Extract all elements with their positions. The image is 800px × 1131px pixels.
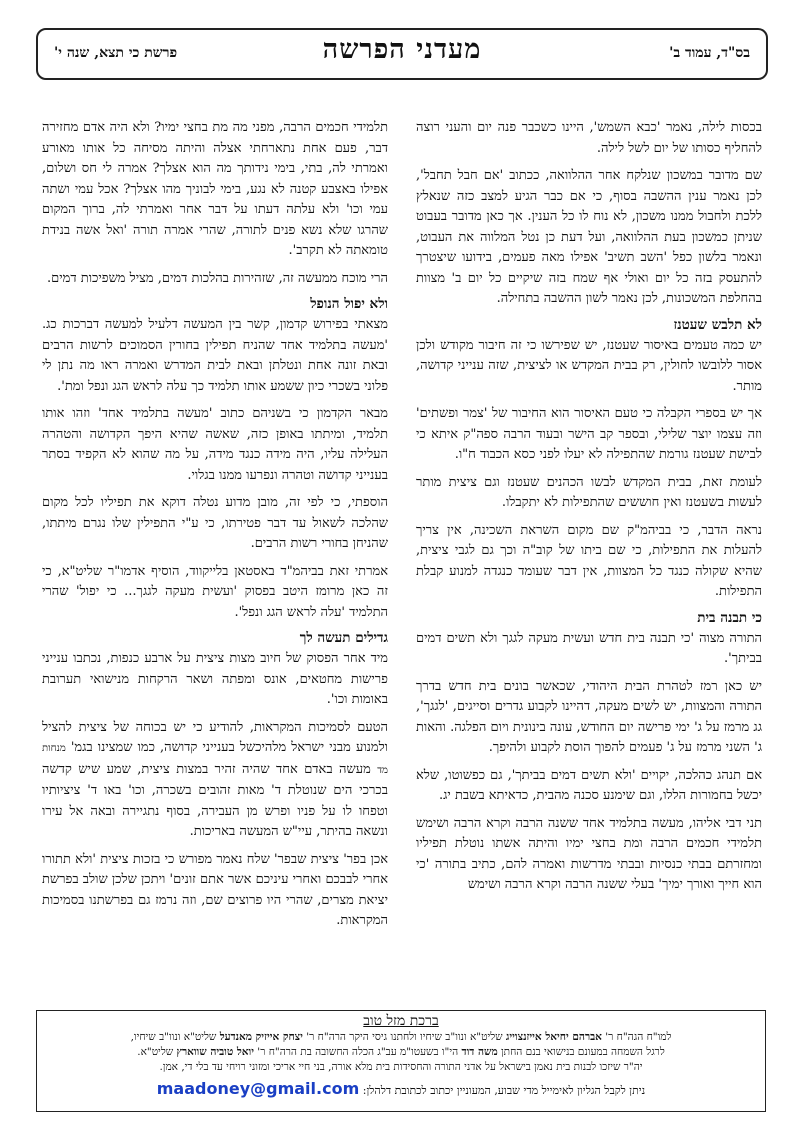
right-column [416,118,762,996]
paragraph: אכן בפר' ציצית שבפר' שלח נאמר מפורש כי בזכות ציצית 'ולא תתורו אחרי לבבכם ואחרי עיניכם אשר אתם זונים' ויתכן שלכן שולב בפרשת יציאת מצרים, שהרי היו פרוצים שם, וזה נרמז גם בפרשתנו בסמיכות המקראות. [42,851,388,928]
paragraph: יש כאן רמז לטהרת הבית היהודי, שכאשר בונים בית חדש בדרך התורה והמצוות, יש לשים מעקה, דהיינו לקבוע גדרים וסייגים, 'לגגך', גג מרמז על ג' ימי פרישה יום החודש, עונה בינונית ויום הפלגה. והאות ג' השני מרמז על ג' פעמים להפוך הוסת לקבוע ולהיפך. [416,678,762,755]
paragraph: לעומת זאת, בבית המקדש לבשו הכהנים שעטנז וגם ציצית מותר לעשות בשעטנז ואין חוששים שהתפילות לא יתקבלו. [416,474,762,510]
paragraph: נראה הדבר, כי בביהמ"ק שם מקום השראת השכינה, אין צריך להעלות את התפילות, כי שם ביתו של קוב"ה וכך גם לגבי ציצית, שהיא שקולה כנגד כל המצוות, אין דבר שעומד כנגדה למנוע קבלת התפילות. [416,522,762,599]
congratulations-line: למו"ח הגה"ח ר' אברהם יחיאל אייזנצוייג שליט"א ונוו"ב שיחיו ולחתנו גיסי היקר הרה"ח ר' יצחק אייזיק מאנדעל שליט"א ונוו"ב שיחיו, [130,1031,672,1043]
paragraph: בכסות לילה, נאמר 'כבא השמש', היינו כשכבר פנה יום והעני רוצה להחליף כסותו של יום לשל לילה. [416,120,762,156]
honoree-name: אברהם יחיאל אייזנצוייג [505,1031,602,1043]
left-column [42,118,388,996]
paragraph-text: מעשה באדם אחד שהיה זהיר במצות ציצית, שמע שיש קדשה בכרכי הים שנוטלת ד' מאות זהובים בשכרה, וכו' באו ד' ציציותיו וטפחו לו על פניו ופרש מן העבירה, בסוף נתגיירה ובאה אל עירו ונשאה בהיתר, עיי"ש המעשה באריכות. [42,761,388,839]
congratulations-box [36,1010,766,1112]
congratulations-title: ברכת מזל טוב [363,1013,439,1029]
subscribe-text: ניתן לקבל הגליון לאימייל מדי שבוע, המעוניין יכתוב לכתובת דלהלן: [362,1084,646,1097]
paragraph: יש כמה טעמים באיסור שעטנז, יש שפירשו כי זה חיבור מקודש ולכן אסור ללובשו לחולין, רק בבית המקדש או לציצית, שזה ענייני קדושה, מותר. [416,337,762,394]
paragraph: אם תנהג כהלכה, יקויים 'ולא תשים דמים בביתך', גם כפשוטו, שלא יכשל בחמורות הללו, וגם שימנע סכנה מהבית, כדאיתא בשבת יג. [416,767,762,803]
section-heading: גדילים תעשה לך [299,630,388,646]
paragraph: תלמידי חכמים הרבה, מפני מה מת בחצי ימיו? ולא היה אדם מחזירה דבר, פעם אחת נתארחתי אצלה והיתה מסיחה כל אותו מאורע ואמרתי לה, בתי, בימי נידותך מה הוא אצלך? אמרה לי חס ושלום, אפילו באצבע קטנה לא נגע, בימי לבוניך מהו אצלך? אכל עמי ושתה עמי וכו' ולא עלתה דעתו על דבר אחר ואמרתי לה, ברוך המקום שהרגו שלא נשא פנים לתורה, שהרי אמרה תורה 'ואל אשה בנידת טומאתה לא תקרב'. [42,120,388,258]
honoree-name: יואל טוביה שווארץ [176,1046,254,1058]
article-columns [42,118,762,996]
section-heading: ולא יפול הנופל [310,296,388,312]
paragraph: אמרתי זאת בביהמ"ד באסטאן בלייקווד, הוסיף אדמו"ר שליט"א, כי זה כאן מרומז היטב בפסוק 'ועשית מעקה לגגך... כי יפול' שהרי התלמיד 'עלה לראש הגג ונפל'. [42,563,388,620]
source-citation: מנחות מד [42,743,388,776]
blessing-line: יה"ר שיזכו לבנות בית נאמן בישראל על אדני התורה והחסידות בית מלא אורה, בני חיי אריכי ומזוני רויחי עד בלי די, אמן. [159,1061,643,1073]
paragraph [42,718,388,843]
section-heading: כי תבנה בית [697,609,762,626]
page-number: בס"ד, עמוד ב' [669,45,750,61]
paragraph: מיד אחר הפסוק של חיוב מצות ציצית על ארבע כנפות, נכתבו ענייני פרישות מחטאים, אונס ומפתה ושאר הרקחות מנישואי תערובת באומות וכו'. [42,651,388,707]
paragraph: הוספתי, כי לפי זה, מובן מדוע נטלה דוקא את תפיליו לכל מקום שהלכה לשאול עד דבר פטירתו, כי ע"י התפילין שלו נגרם מיתתו, שהניחן בחורי רשות הרבים. [42,495,388,551]
groom-name: משה דוד [461,1046,498,1058]
congratulations-line: לרגל השמחה במעונם בנישואי בנם החתן משה דוד הי"ו בשעטו"מ עב"ג הכלה החשובה בת הרה"ח ר' יואל טוביה שווארץ שליט"א. [137,1046,665,1058]
subscribe-line [37,1079,765,1098]
parsha-label: פרשת כי תצא, שנה י' [54,45,178,61]
paragraph: שם מדובר במשכון שנלקח אחר ההלוואה, ככתוב 'אם חבל תחבל', לכן נאמר ענין ההשבה בסוף, כי אם כבר הגיע למצב כזה שנאלץ ללכת ולחבול ממנו משכון, לא נוח לו כל הענין. אך כאן מדובר בעבוט שניתן כמשכון בעת ההלוואה, ועל דעת כן נטל המלווה את העבוט, ונאמר בלשון כפל 'השב תשיב' אפילו מאה פעמים, בידועו שיצטרך להתעסק בזה כל יום ואולי אף שמח בזה שיקיים כל יום ב' מצוות בהחלפת המשכונות, לכן נאמר לשון ההשבה בתחילה. [416,168,762,306]
paragraph: אך יש בספרי הקבלה כי טעם האיסור הוא החיבור של 'צמר ופשתים' וזה עצמו יוצר שלילי, ובספר קב הישר ובעוד הרבה ספה"ק איתא כי לבישת שעטנז גורמת שהתפילה לא יעלו לפני כסא הכבוד ח"ו. [416,406,762,462]
honoree-name: יצחק אייזיק מאנדעל [219,1031,303,1043]
paragraph: מצאתי בפירוש קדמון, קשר בין המעשה דלעיל למעשה דברכות כג. 'מעשה בתלמיד אחד שהניח תפילין בחורין הסמוכים לרשות הרבים ובאת זונה אחת ונטלתן ובאת לבית המדרש ואמרה ראו מה נתן לי פלוני בשכרי כיון ששמע אותו תלמיד כך עלה לראש הגג ונפל ומת'. [42,317,388,394]
paragraph: הרי מוכח ממעשה זה, שזהירות בהלכות דמים, מציל משפיכות דמים. [47,270,388,286]
paragraph-text: הטעם לסמיכות המקראות, להודיע כי יש בכוחה של ציצית להציל ולמנוע מבני ישראל מלהיכשל בענייני קדושה, כמו שמצינו בגמ' [42,719,388,755]
email-link[interactable]: maadoney@gmail.com [156,1079,360,1098]
paragraph: תני דבי אליהו, מעשה בתלמיד אחד ששנה הרבה וקרא הרבה ושימש תלמידי חכמים הרבה ומת בחצי ימיו והיתה אשתו נוטלת תפיליו ומחזרתם בבתי כנסיות ובבתי מדרשות ואמרה להם, כתיב בתורה 'כי הוא חייך ואורך ימיך' בעלי ששנה הרבה וקרא הרבה ושימש [416,815,762,892]
paragraph: התורה מצוה 'כי תבנה בית חדש ועשית מעקה לגגך ולא תשים דמים בביתך'. [416,630,762,666]
paragraph: מבאר הקדמון כי בשניהם כתוב 'מעשה בתלמיד אחד' וזהו אותו תלמיד, ומיתתו באופן כזה, שאשה שהיא היפך הקדושה והטהרה העלילה עליו, היה מידה כנגד מידה, על מה שהוא לא הקפיד בסתר בענייני קדושה וטהרה ונפרעו ממנו בגלוי. [42,406,388,483]
page-header [36,28,768,80]
section-heading: לא תלבש שעטנז [673,316,762,333]
page-title: מעדני הפרשה [322,34,482,65]
